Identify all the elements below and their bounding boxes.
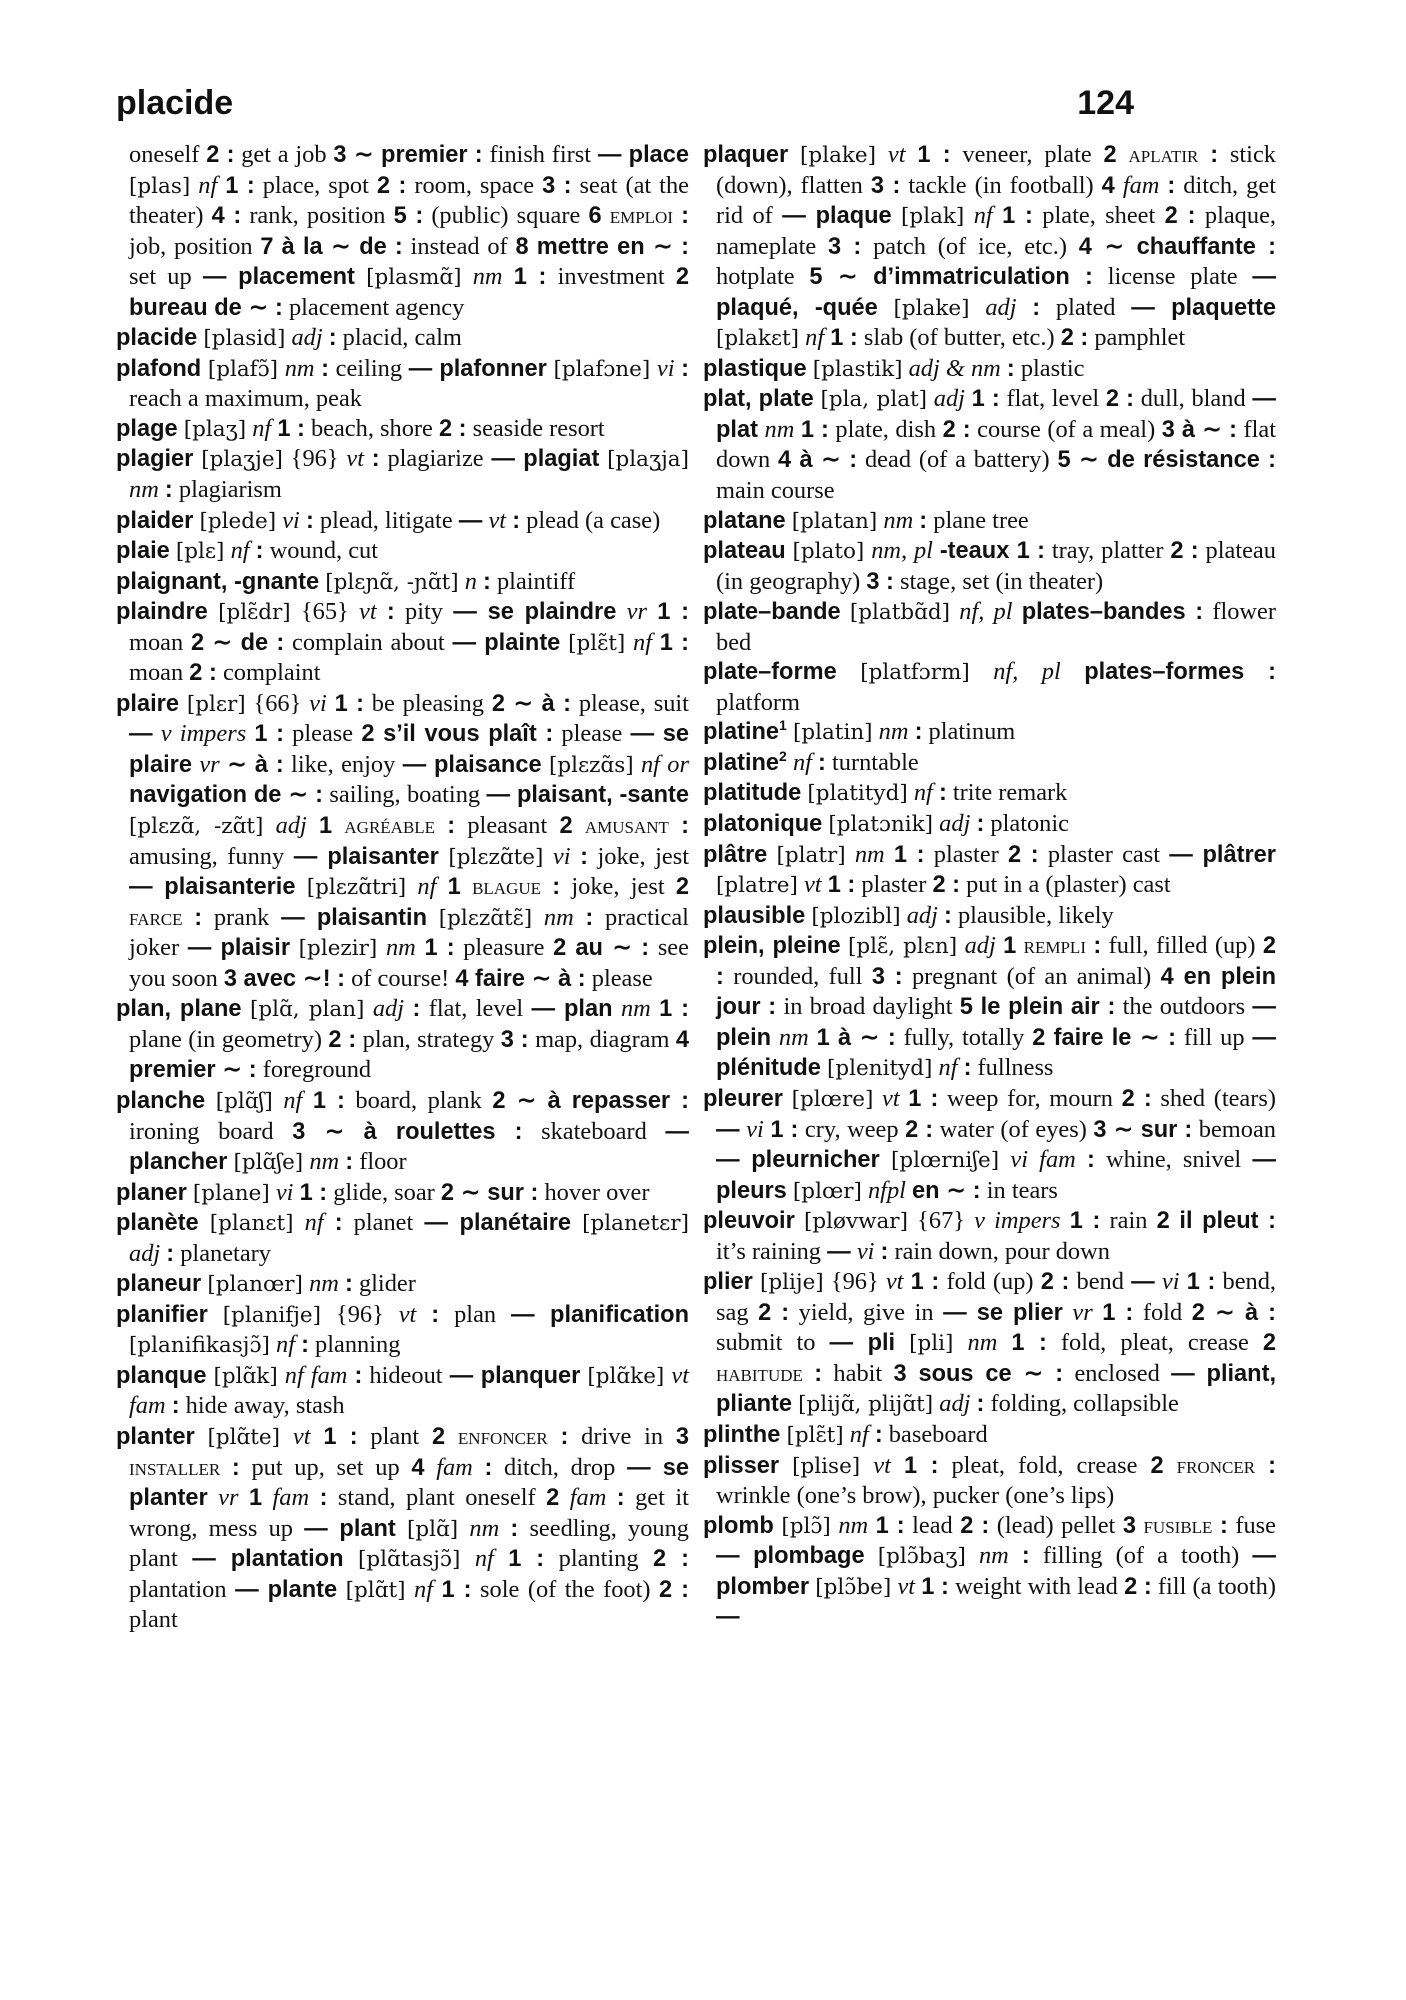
dictionary-entry: platine$^2$ nf : turntable [703,748,919,776]
dictionary-entry: platonique [platɔnik] adj : platonic [703,810,1069,838]
dictionary-entry: plaie [plɛ] nf : wound, cut [116,537,379,565]
dictionary-entry: plaquer [plake] vt 1 : veneer, plate 2 aplatir : stick (down), flatten 3 : tackle (in football) 4 fam : ditch, get rid of — plaque [plak] nf 1 : plate, sheet 2 : plaque, nameplate 3 : patch (of ice, etc.) 4 ∼ chauffante : hotplate 5 ∼ d’immatriculation : license plate — plaqué, -quée [plake] adj : plated — plaquette [plakɛt] nf 1 : slab (of butter, etc.) 2 : pamphlet [703,141,1276,352]
dictionary-entry: planche [plɑ̃ʃ] nf 1 : board, plank 2 ∼ à repasser : ironing board 3 ∼ à roulettes : skateboard — plancher [plɑ̃ʃe] nm : floor [116,1085,689,1176]
dictionary-entry: platitude [platityd] nf : trite remark [703,779,1068,807]
running-head-guide-word: placide [116,84,234,122]
dictionary-entry: platine$^1$ [platin] nm : platinum [703,717,1016,746]
dictionary-entry: planter [plɑ̃te] vt 1 : plant 2 enfoncer : drive in 3 installer : put up, set up 4 fam : ditch, drop — se planter vr 1 fam : stand, plant oneself 2 fam : get it wrong, mess up — plant [plɑ̃] nm : seedling, young plant — plantation [plɑ̃tasjɔ̃] nf 1 : planting 2 : plantation — plante [plɑ̃t] nf 1 : sole (of the foot) 2 : plant [116,1422,689,1634]
dictionary-entry: plein, pleine [plɛ̃, plɛn] adj 1 rempli : full, filled (up) 2 : rounded, full 3 : pregnant (of an animal) 4 en plein jour : in broad daylight 5 le plein air : the outdoors — plein nm 1 à ∼ : fully, totally 2 faire le ∼ : fill up — plénitude [plenityd] nf : fullness [703,932,1277,1082]
dictionary-entry: plate–bande [platbɑ̃d] nf, pl plates–bandes : flower bed [703,598,1276,656]
dictionary-entry: placide [plasid] adj : placid, calm [116,324,462,352]
dictionary-entry: plomb [plɔ̃] nm 1 : lead 2 : (lead) pellet 3 fusible : fuse — plombage [plɔ̃baʒ] nm : filling (of a tooth) — plomber [plɔ̃be] vt 1 : weight with lead 2 : fill (a tooth) — [703,1511,1276,1631]
dictionary-entry: planque [plɑ̃k] nf fam : hideout — planquer [plɑ̃ke] vt fam : hide away, stash [116,1361,689,1420]
dictionary-entry: plate–forme [platfɔrm] nf, pl plates–formes : platform [703,658,1276,716]
left-column [116,140,689,1635]
dictionary-entry: planeur [planœr] nm : glider [116,1270,416,1298]
dictionary-entry: plaire [plɛr] {66} vi 1 : be pleasing 2 ∼ à : please, suit — v impers 1 : please 2 s’il vous plaît : please — se plaire vr ∼ à : like, enjoy — plaisance [plɛzɑ̃s] nf or navigation de ∼ : sailing, boating — plaisant, -sante [plɛzɑ̃, -zɑ̃t] adj 1 agréable : pleasant 2 amusant : amusing, funny — plaisanter [plɛzɑ̃te] vi : joke, jest — plaisanterie [plɛzɑ̃tri] nf 1 blague : joke, jest 2 farce : prank — plaisantin [plɛzɑ̃tɛ̃] nm : practical joker — plaisir [plezir] nm 1 : pleasure 2 au ∼ : see you soon 3 avec ∼! : of course! 4 faire ∼ à : please [116,688,689,992]
dictionary-entry: plagier [plaʒje] {96} vt : plagiarize — plagiat [plaʒja] nm : plagiarism [116,445,689,504]
dictionary-entry: planète [planɛt] nf : planet — planétaire [planetɛr] adj : planetary [116,1209,689,1267]
dictionary-entry: plateau [plato] nm, pl -teaux 1 : tray, platter 2 : plateau (in geography) 3 : stage, set (in theater) [703,537,1276,595]
dictionary-entry: plafond [plafɔ̃] nm : ceiling — plafonner [plafɔne] vi : reach a maximum, peak [116,354,690,413]
dictionary-entry: plaindre [plɛ̃dr] {65} vt : pity — se plaindre vr 1 : moan 2 ∼ de : complain about — plainte [plɛ̃t] nf 1 : moan 2 : complaint [116,598,689,687]
dictionary-entry: planer [plane] vi 1 : glide, soar 2 ∼ sur : hover over [116,1177,650,1206]
dictionary-entry: pleurer [plœre] vt 1 : weep for, mourn 2 : shed (tears) — vi 1 : cry, weep 2 : water (of eyes) 3 ∼ sur : bemoan — pleurnicher [plœrniʃe] vi fam : whine, snivel — pleurs [plœr] nfpl en ∼ : in tears [703,1084,1276,1204]
dictionary-entry: plaignant, -gnante [plɛɲɑ̃, -ɲɑ̃t] n : plaintiff [116,567,576,595]
dictionary-entry: plat, plate [pla, plat] adj 1 : flat, level 2 : dull, bland — plat nm 1 : plate, dish 2 : course (of a meal) 3 à ∼ : flat down 4 à ∼ : dead (of a battery) 5 ∼ de résistance : main course [703,385,1276,505]
dictionary-entry: platane [platan] nm : plane tree [703,506,1029,534]
dictionary-entry: plaider [plede] vi : plead, litigate — vt : plead (a case) [116,506,661,534]
dictionary-entry: plâtre [platr] nm 1 : plaster 2 : plaster cast — plâtrer [platre] vt 1 : plaster 2 : put in a (plaster) cast [703,840,1276,899]
dictionary-entry: plausible [plozibl] adj : plausible, likely [703,901,1114,929]
right-column [703,140,1276,1633]
dictionary-entry: plinthe [plɛ̃t] nf : baseboard [703,1420,988,1448]
dictionary-entry: planifier [planifje] {96} vt : plan — planification [planifikasjɔ̃] nf : planning [116,1300,689,1359]
dictionary-entry: plisser [plise] vt 1 : pleat, fold, crease 2 froncer : wrinkle (one’s brow), pucker (one’s lips) [703,1451,1276,1510]
dictionary-entry: pleuvoir [pløvwar] {67} v impers 1 : rain 2 il pleut : it’s raining — vi : rain down, pour down [703,1207,1276,1265]
dictionary-entry: plage [plaʒ] nf 1 : beach, shore 2 : seaside resort [116,414,605,442]
dictionary-entry: plier [plije] {96} vt 1 : fold (up) 2 : bend — vi 1 : bend, sag 2 : yield, give in — se plier vr 1 : fold 2 ∼ à : submit to — pli [pli] nm 1 : fold, pleat, crease 2 habitude : habit 3 sous ce ∼ : enclosed — pliant, pliante [plijɑ̃, plijɑ̃t] adj : folding, collapsible [703,1268,1277,1418]
dictionary-entry: plastique [plastik] adj & nm : plastic [703,354,1085,382]
dictionary-entry: oneself 2 : get a job 3 ∼ premier : finish first — place [plas] nf 1 : place, spot 2 : room, space 3 : seat (at the theater) 4 : rank, position 5 : (public) square 6 emploi : job, position 7 à la ∼ de : instead of 8 mettre en ∼ : set up — placement [plasmɑ̃] nm 1 : investment 2 bureau de ∼ : placement agency [129,140,690,321]
dictionary-entry: plan, plane [plɑ̃, plan] adj : flat, level — plan nm 1 : plane (in geometry) 2 : plan, strategy 3 : map, diagram 4 premier ∼ : foreground [116,995,690,1084]
page-number: 124 [1077,84,1134,122]
